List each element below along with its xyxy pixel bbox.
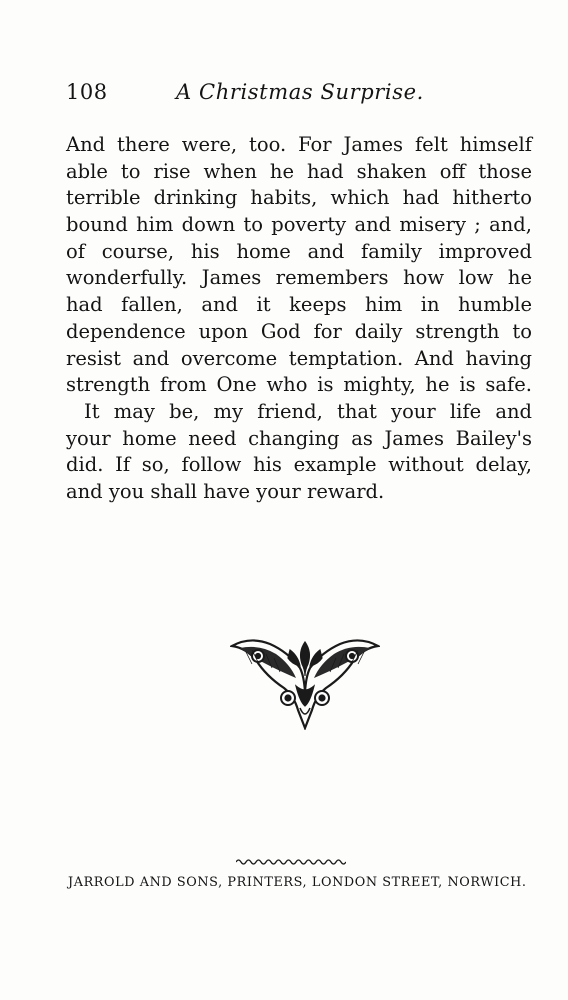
text-line: dependence upon God for daily strength to xyxy=(66,319,532,343)
text-line: bound him down to poverty and misery ; and, xyxy=(66,213,532,237)
printer-imprint: JARROLD AND SONS, PRINTERS, LONDON STREET, NORWICH. xyxy=(68,875,527,890)
text-line: able to rise when he had shaken off those xyxy=(66,159,532,183)
text-line: of course, his home and family improved xyxy=(66,239,532,263)
paragraph-1 xyxy=(66,132,532,399)
text-line: wonderfully. James remembers how low he xyxy=(66,266,532,290)
page-header xyxy=(66,80,532,110)
page-number: 108 xyxy=(66,80,108,104)
text-line: did. If so, follow his example without delay, xyxy=(66,453,532,477)
text-line: your home need changing as James Bailey's xyxy=(66,426,532,450)
body-text xyxy=(66,132,532,506)
text-line: It may be, my friend, that your life and xyxy=(84,399,532,423)
paragraph-2 xyxy=(66,399,532,506)
running-title: A Christmas Surprise. xyxy=(176,80,424,104)
text-line: resist and overcome temptation. And having xyxy=(66,346,532,370)
text-line: and you shall have your reward. xyxy=(66,479,385,503)
text-line: strength from One who is mighty, he is safe. xyxy=(66,373,532,397)
text-line: And there were, too. For James felt himself xyxy=(66,133,532,156)
wavy-rule-divider xyxy=(236,858,346,866)
text-line: had fallen, and it keeps him in humble xyxy=(66,293,532,317)
text-line: terrible drinking habits, which had hitherto xyxy=(66,186,532,210)
floral-tailpiece-ornament-icon xyxy=(230,636,380,730)
